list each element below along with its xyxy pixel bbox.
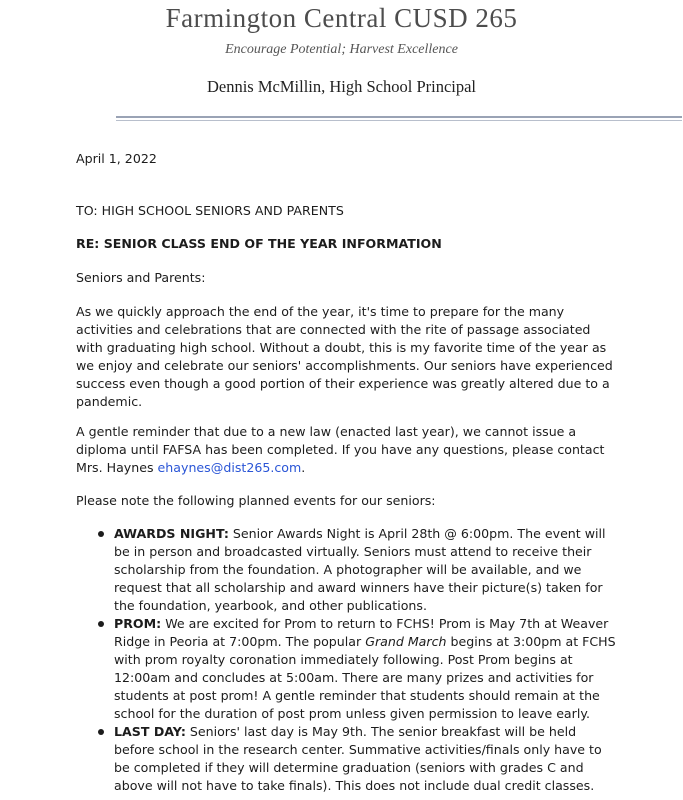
- fafsa-text: A gentle reminder that due to a new law (enacted last year), we cannot issue a diploma until FAFSA has been completed. If you have any questions, please contact Mrs. Haynes: [76, 424, 605, 475]
- event-title: PROM:: [114, 616, 162, 631]
- school-name: Farmington Central CUSD 265: [165, 3, 518, 33]
- letter-subject: RE: SENIOR CLASS END OF THE YEAR INFORMATION: [76, 236, 442, 251]
- event-title: AWARDS NIGHT:: [114, 526, 229, 541]
- school-motto: Encourage Potential; Harvest Excellence: [225, 42, 458, 57]
- event-text: Senior Awards Night is April 28th @ 6:00pm. The event will be in person and broadcasted virtually. Seniors must attend to receive their scholarship from the foundation. A photographer will be available, and we request that all scholarship and award winners have their picture(s) taken for the foundation, yearbook, and other publications.: [114, 526, 606, 613]
- bullet-icon: [98, 531, 104, 537]
- header-divider-thin: [116, 120, 682, 121]
- event-prom: [114, 615, 619, 723]
- bullet-icon: [98, 729, 104, 735]
- header-divider: [116, 116, 682, 118]
- event-text: Seniors' last day is May 9th. The senior breakfast will be held before school in the research center. Summative activities/finals only have to be completed if they will determine graduation (seniors with grades C and above will not have to take finals). This does not include dual credit classes.: [114, 724, 602, 793]
- event-text: We are excited for Prom to return to FCHS! Prom is May 7th at Weaver Ridge in Peoria at 7:00pm. The popular: [114, 616, 609, 649]
- letter-recipient: TO: HIGH SCHOOL SENIORS AND PARENTS: [76, 203, 344, 218]
- fafsa-paragraph: [76, 423, 616, 477]
- event-last-day: [114, 723, 619, 795]
- intro-paragraph: As we quickly approach the end of the year, it's time to prepare for the many activities and celebrations that are connected with the rite of passage associated with graduating high school. Without a doubt, this is my favorite time of the year as we enjoy and celebrate our seniors' accomplishments. Our seniors have experienced success even though a good portion of their experience was greatly altered due to a pandemic.: [76, 304, 613, 409]
- event-italic: Grand March: [365, 634, 447, 649]
- principal-name: Dennis McMillin, High School Principal: [206, 77, 477, 96]
- event-awards-night: [114, 525, 619, 615]
- letterhead: [0, 0, 683, 130]
- bullet-icon: [98, 621, 104, 627]
- letter-date: April 1, 2022: [76, 151, 157, 166]
- fafsa-end: .: [301, 460, 306, 475]
- events-intro: Please note the following planned events for our seniors:: [76, 493, 436, 508]
- event-text-after: begins at 3:00pm at FCHS with prom royalty coronation immediately following. Post Prom begins at 12:00am and concludes at 5:00am. There are many prizes and activities for students at post prom! A gentle reminder that students should remain at the school for the duration of post prom unless given permission to leave early.: [114, 634, 616, 721]
- event-title: LAST DAY:: [114, 724, 186, 739]
- letter-salutation: Seniors and Parents:: [76, 270, 206, 285]
- contact-email-link[interactable]: ehaynes@dist265.com: [157, 460, 302, 475]
